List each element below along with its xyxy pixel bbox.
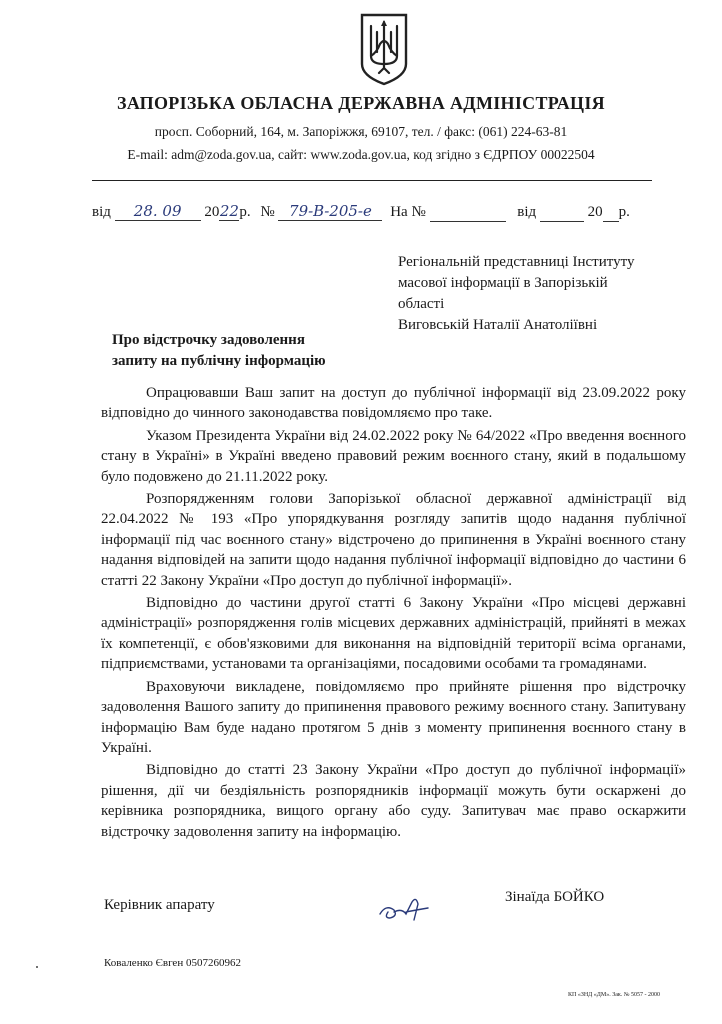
signatory-role: Керівник апарату [104,897,215,913]
handwritten-signature [376,890,434,926]
body-paragraph: Відповідно до статті 23 Закону України «Про доступ до публічної інформації» рішення, дії чи бездіяльність розпорядників інформації можуть бути оскаржені до керівника розпорядника, вищого органу або суду. Запитувач має право оскаржити відстрочку задоволення запиту на інформацію. [101,762,686,840]
ref-year-suffix: р. [618,204,630,220]
subject-block [112,330,432,372]
outgoing-number: 79-В-205-е [278,202,382,221]
addressee-line: Регіональній представниці Інституту [398,254,635,270]
body-paragraph: Розпорядженням голови Запорізької обласної державної адміністрації від 22.04.2022 № 193 «Про упорядкування розгляду запитів щодо надання публічної інформації під час воєнного стану» відстрочено до припинення в Україні воєнного стану надання відповідей на запити щодо надання публічної інформації відповідно до частини 6 статті 22 Закону України «Про доступ до публічної інформації». [101,491,686,589]
body-paragraph: Враховуючи викладене, повідомляємо про прийняте рішення про відстрочку задоволення Вашого запиту до припинення правового режиму воєнного стану. Запитувану інформацію Вам буде надано протягом 5 днів з моменту припинення воєнного стану в Україні. [101,678,686,756]
subject-line: Про відстрочку задоволення [112,332,305,348]
body-paragraph: Указом Президента України від 24.02.2022 року № 64/2022 «Про введення воєнного стану в Україні» в Україні введено правовий режим воєнного стану, який в подальшому було подовжено до 21.11.2022 року. [101,427,686,485]
from-label: від [92,204,111,220]
year-suffix: р. [239,204,251,220]
ref-year-prefix: 20 [587,204,603,220]
addressee-name: Виговській Наталії Анатоліївні [398,317,598,333]
signatory-name: Зінаїда БОЙКО [505,889,605,905]
print-code: КП «ЗНД «ДМ». Зак. № 5057 - 2000 [568,992,661,998]
ref-year-blank [603,204,619,222]
body-paragraph: Відповідно до частини другої статті 6 Закону України «Про місцеві державні адміністрації» розпорядження голів місцевих державних адміністрацій, прийняті в межах їх компетенції, є обов'язковими для виконання на відповідній території всіма органами, підприємствами, установами та організаціями, посадовими особами та громадянами. [101,595,686,673]
org-title: ЗАПОРІЗЬКА ОБЛАСНА ДЕРЖАВНА АДМІНІСТРАЦІЯ [117,93,605,113]
body-paragraph: Опрацювавши Ваш запит на доступ до публічної інформації від 23.09.2022 року відповідно до чинного законодавства повідомляємо про таке. [101,385,686,422]
outgoing-year: 22 [219,202,239,220]
ref-date-blank [540,204,584,222]
ref-label: На № [390,204,426,220]
year-prefix: 20 [204,204,220,220]
header-divider [92,180,652,181]
subject-line: запиту на публічну інформацію [112,353,326,369]
letter-body [101,383,686,844]
addressee-block [398,252,678,336]
trident-coat-of-arms-icon [359,12,409,86]
org-contacts: E-mail: adm@zoda.gov.ua, сайт: www.zoda.gov.ua, код згідно з ЄДРПОУ 00022504 [127,147,595,162]
registration-line [92,202,692,226]
ref-from-label: від [517,204,537,220]
addressee-line: області [398,296,445,312]
scan-speck [36,966,38,968]
executor-contact: Коваленко Євген 0507260962 [104,957,241,969]
outgoing-date: 28. 09 [115,202,201,221]
org-address: просп. Соборний, 164, м. Запоріжжя, 69107, тел. / факс: (061) 224-63-81 [154,124,568,139]
number-label: № [260,204,275,220]
ref-number-blank [430,204,506,222]
addressee-line: масової інформації в Запорізькій [398,275,608,291]
